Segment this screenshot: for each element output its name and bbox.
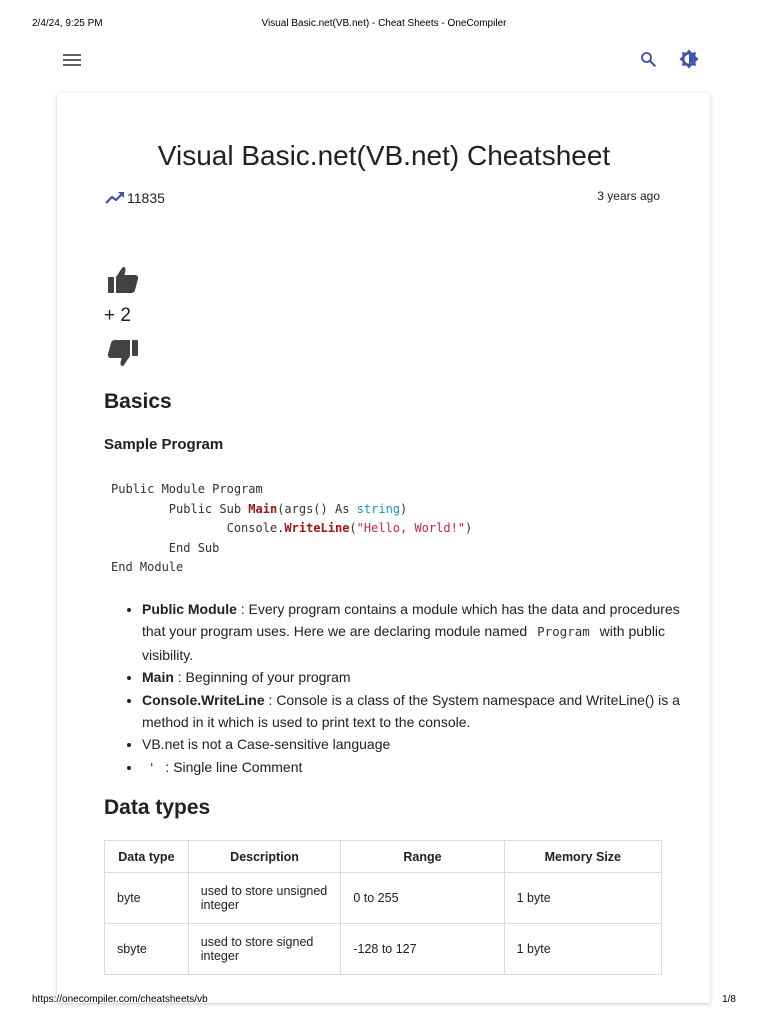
trending-up-icon	[105, 191, 125, 205]
section-heading-data-types: Data types	[104, 796, 211, 819]
table-cell: 1 byte	[504, 924, 661, 975]
code-block-sample-program	[111, 480, 472, 578]
note-term: Main	[142, 669, 174, 686]
table-cell: used to store signed integer	[188, 924, 341, 975]
hamburger-menu-icon	[62, 53, 82, 67]
table-cell: sbyte	[105, 924, 189, 975]
top-app-bar	[0, 40, 768, 80]
column-header: Description	[188, 841, 341, 873]
code-keyword: string	[356, 501, 401, 516]
subheading-sample-program: Sample Program	[104, 436, 224, 453]
table-header-row	[105, 841, 662, 873]
brightness-icon	[678, 48, 700, 70]
menu-button[interactable]	[58, 46, 86, 74]
view-count	[105, 188, 165, 208]
table-cell: 1 byte	[504, 873, 661, 924]
print-page-number: 1/8	[722, 994, 736, 1005]
page-title: Visual Basic.net(VB.net) Cheatsheet	[157, 140, 611, 171]
code-function: WriteLine	[284, 521, 350, 535]
code-line: Console.	[111, 521, 285, 535]
column-header: Memory Size	[504, 841, 661, 873]
code-line: Public Sub	[111, 501, 249, 516]
list-item	[142, 756, 682, 779]
table-cell: 0 to 255	[341, 873, 504, 924]
theme-toggle-button[interactable]	[675, 45, 703, 73]
code-line: (	[349, 521, 357, 535]
downvote-button[interactable]	[106, 338, 140, 373]
note-term: Console.WriteLine	[142, 691, 265, 708]
code-string: "Hello, World!"	[356, 521, 466, 535]
thumb-up-icon	[106, 265, 140, 295]
thumb-down-icon	[106, 338, 140, 368]
print-url: https://onecompiler.com/cheatsheets/vb	[32, 994, 208, 1005]
note-text: with public visibility.	[142, 623, 666, 663]
print-header	[0, 18, 768, 32]
search-icon	[639, 50, 657, 68]
note-text: VB.net is not a Case-sensitive language	[142, 736, 391, 753]
code-line: End Module	[111, 560, 184, 574]
table-cell: used to store unsigned integer	[188, 873, 341, 924]
table-row	[105, 873, 662, 924]
view-count-value: 11835	[127, 190, 165, 206]
list-item	[142, 733, 682, 755]
note-text: : Console is a class of the System namespace and WriteLine() is a method in it which is used to print text to the console.	[142, 691, 680, 731]
code-function: Main	[248, 501, 278, 516]
column-header: Range	[341, 841, 504, 873]
section-heading-basics: Basics	[104, 390, 172, 413]
code-line: End Sub	[111, 540, 220, 555]
list-item	[142, 689, 682, 734]
note-term: Public Module	[142, 601, 237, 617]
code-line: (args() As	[277, 501, 357, 516]
table-cell: -128 to 127	[341, 924, 504, 975]
inline-code: '	[148, 759, 156, 775]
table-row	[105, 924, 662, 975]
note-text: : Beginning of your program	[173, 669, 351, 686]
print-date: 2/4/24, 9:25 PM	[32, 18, 103, 29]
posted-time: 3 years ago	[597, 189, 660, 203]
code-line: Public Module Program	[111, 482, 263, 496]
list-item	[142, 598, 682, 666]
print-page-title: Visual Basic.net(VB.net) - Cheat Sheets - OneCompiler	[261, 18, 507, 29]
vote-count: + 2	[104, 305, 131, 326]
notes-list	[104, 598, 682, 779]
data-types-table	[104, 840, 662, 975]
inline-code: Program	[537, 624, 590, 640]
code-line: )	[465, 521, 473, 535]
column-header: Data type	[105, 841, 189, 873]
note-text: : Single line Comment	[161, 758, 303, 775]
print-footer	[0, 994, 768, 1008]
note-text: : Every program contains a module which has the data and procedures that your program uses. Here we are declaring module named	[142, 601, 680, 640]
table-cell: byte	[105, 873, 189, 924]
upvote-button[interactable]	[106, 265, 140, 300]
code-line: )	[400, 501, 408, 516]
search-button[interactable]	[634, 45, 662, 73]
list-item	[142, 666, 682, 688]
